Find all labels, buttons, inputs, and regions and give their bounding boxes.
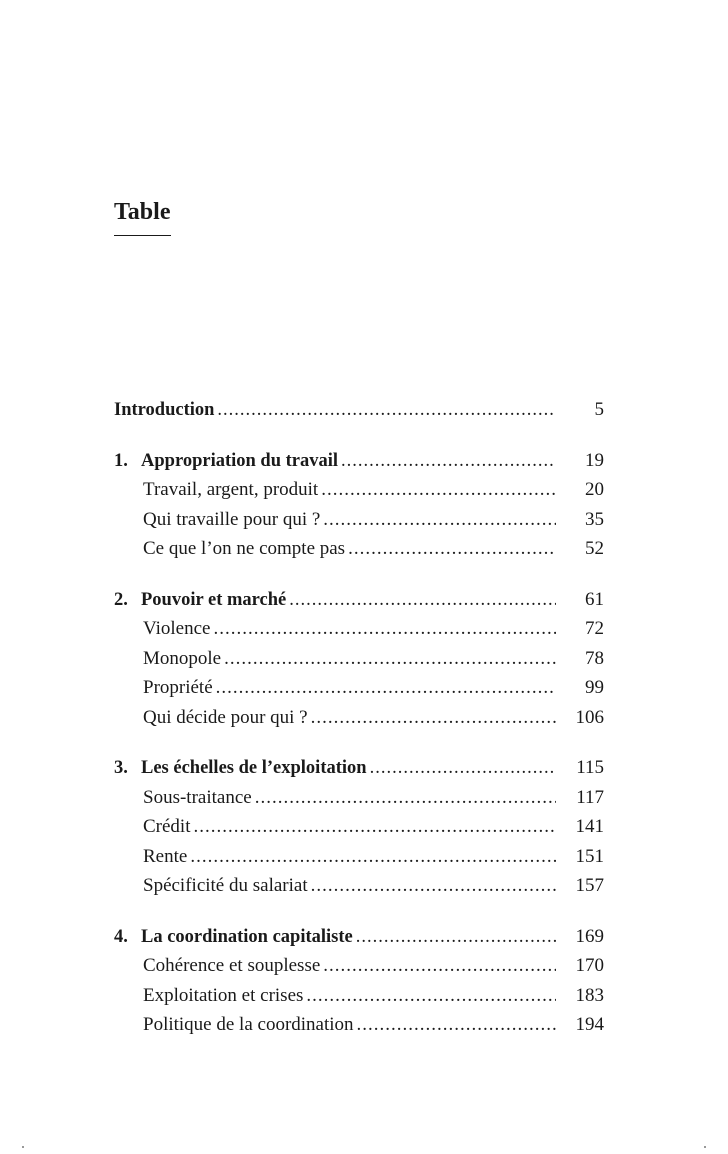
page-number: 106 (575, 706, 604, 728)
toc-subsection-entry[interactable] (114, 951, 604, 981)
toc-subsection-entry[interactable] (114, 644, 604, 674)
chapter-number: 3. (114, 758, 128, 778)
dot-leader (217, 396, 556, 426)
dot-leader (321, 475, 556, 505)
page-number: 170 (575, 955, 604, 976)
toc-chapter-entry[interactable] (114, 585, 604, 615)
page-number: 19 (585, 449, 604, 471)
dot-leader (348, 534, 556, 564)
page-title: Table (114, 199, 171, 225)
chapter-number: 1. (114, 450, 128, 471)
page-number: 169 (575, 925, 604, 947)
entry-title: Sous-traitance (143, 786, 252, 808)
toc-subsection-entry[interactable] (114, 505, 604, 535)
table-of-contents (114, 395, 604, 1061)
page-number: 61 (585, 588, 604, 610)
crop-mark (704, 1146, 706, 1148)
toc-section (114, 753, 604, 901)
toc-subsection-entry[interactable] (114, 703, 604, 733)
chapter-number: 4. (114, 926, 128, 947)
toc-subsection-entry[interactable] (114, 1010, 604, 1040)
dot-leader (341, 447, 556, 477)
crop-mark (22, 1146, 24, 1148)
page-number: 194 (575, 1014, 604, 1035)
toc-subsection-entry[interactable] (114, 534, 604, 564)
toc-subsection-entry[interactable] (114, 981, 604, 1011)
entry-title: Appropriation du travail (141, 450, 339, 471)
entry-title: Qui décide pour qui ? (143, 706, 308, 728)
page-number: 5 (594, 399, 604, 420)
toc-subsection-entry[interactable] (114, 475, 604, 505)
dot-leader (289, 586, 556, 616)
toc-subsection-entry[interactable] (114, 812, 604, 842)
toc-chapter-entry[interactable] (114, 446, 604, 476)
toc-subsection-entry[interactable] (114, 614, 604, 644)
toc-section (114, 446, 604, 564)
toc-section (114, 585, 604, 733)
dot-leader (255, 783, 556, 813)
toc-subsection-entry[interactable] (114, 842, 604, 872)
toc-subsection-entry[interactable] (114, 871, 604, 901)
entry-title: Politique de la coordination (143, 1014, 354, 1035)
page-number: 20 (585, 479, 604, 500)
entry-title: Qui travaille pour qui ? (143, 508, 321, 530)
entry-title: Propriété (143, 677, 213, 698)
dot-leader (370, 754, 556, 784)
entry-title: Violence (143, 618, 211, 639)
toc-section (114, 395, 604, 425)
entry-title: Rente (143, 845, 188, 867)
page-number: 141 (575, 816, 604, 837)
page-number: 151 (575, 845, 604, 867)
page-number: 157 (575, 875, 604, 896)
dot-leader (356, 923, 556, 953)
page-number: 183 (575, 984, 604, 1006)
entry-title: Travail, argent, produit (143, 479, 319, 500)
toc-subsection-entry[interactable] (114, 673, 604, 703)
dot-leader (194, 812, 557, 842)
page-number: 117 (576, 786, 604, 808)
dot-leader (213, 614, 556, 644)
dot-leader (190, 842, 556, 872)
toc-chapter-entry[interactable] (114, 395, 604, 425)
page-number: 72 (585, 618, 604, 639)
chapter-number: 2. (114, 589, 128, 610)
entry-title: Les échelles de l’exploitation (141, 758, 367, 778)
entry-title: Crédit (143, 816, 191, 837)
page-number: 35 (585, 508, 604, 530)
entry-title: Pouvoir et marché (141, 589, 287, 610)
title-underline (114, 235, 171, 236)
entry-title: Cohérence et souplesse (143, 955, 321, 976)
dot-leader (323, 951, 556, 981)
dot-leader (311, 871, 556, 901)
entry-title: Monopole (143, 647, 222, 669)
entry-title: Exploitation et crises (143, 984, 304, 1006)
dot-leader (306, 981, 556, 1011)
page-number: 52 (585, 538, 604, 559)
entry-title: La coordination capitaliste (141, 926, 353, 947)
dot-leader (357, 1010, 556, 1040)
toc-chapter-entry[interactable] (114, 922, 604, 952)
page-number: 99 (585, 677, 604, 698)
entry-title: Spécificité du salariat (143, 875, 308, 896)
page-number: 78 (585, 647, 604, 669)
entry-title: Ce que l’on ne compte pas (143, 538, 346, 559)
dot-leader (224, 644, 556, 674)
dot-leader (311, 703, 556, 733)
entry-title: Introduction (114, 400, 215, 420)
toc-chapter-entry[interactable] (114, 753, 604, 783)
toc-subsection-entry[interactable] (114, 783, 604, 813)
dot-leader (216, 673, 556, 703)
toc-section (114, 922, 604, 1040)
page-number: 115 (576, 757, 604, 778)
dot-leader (323, 505, 556, 535)
